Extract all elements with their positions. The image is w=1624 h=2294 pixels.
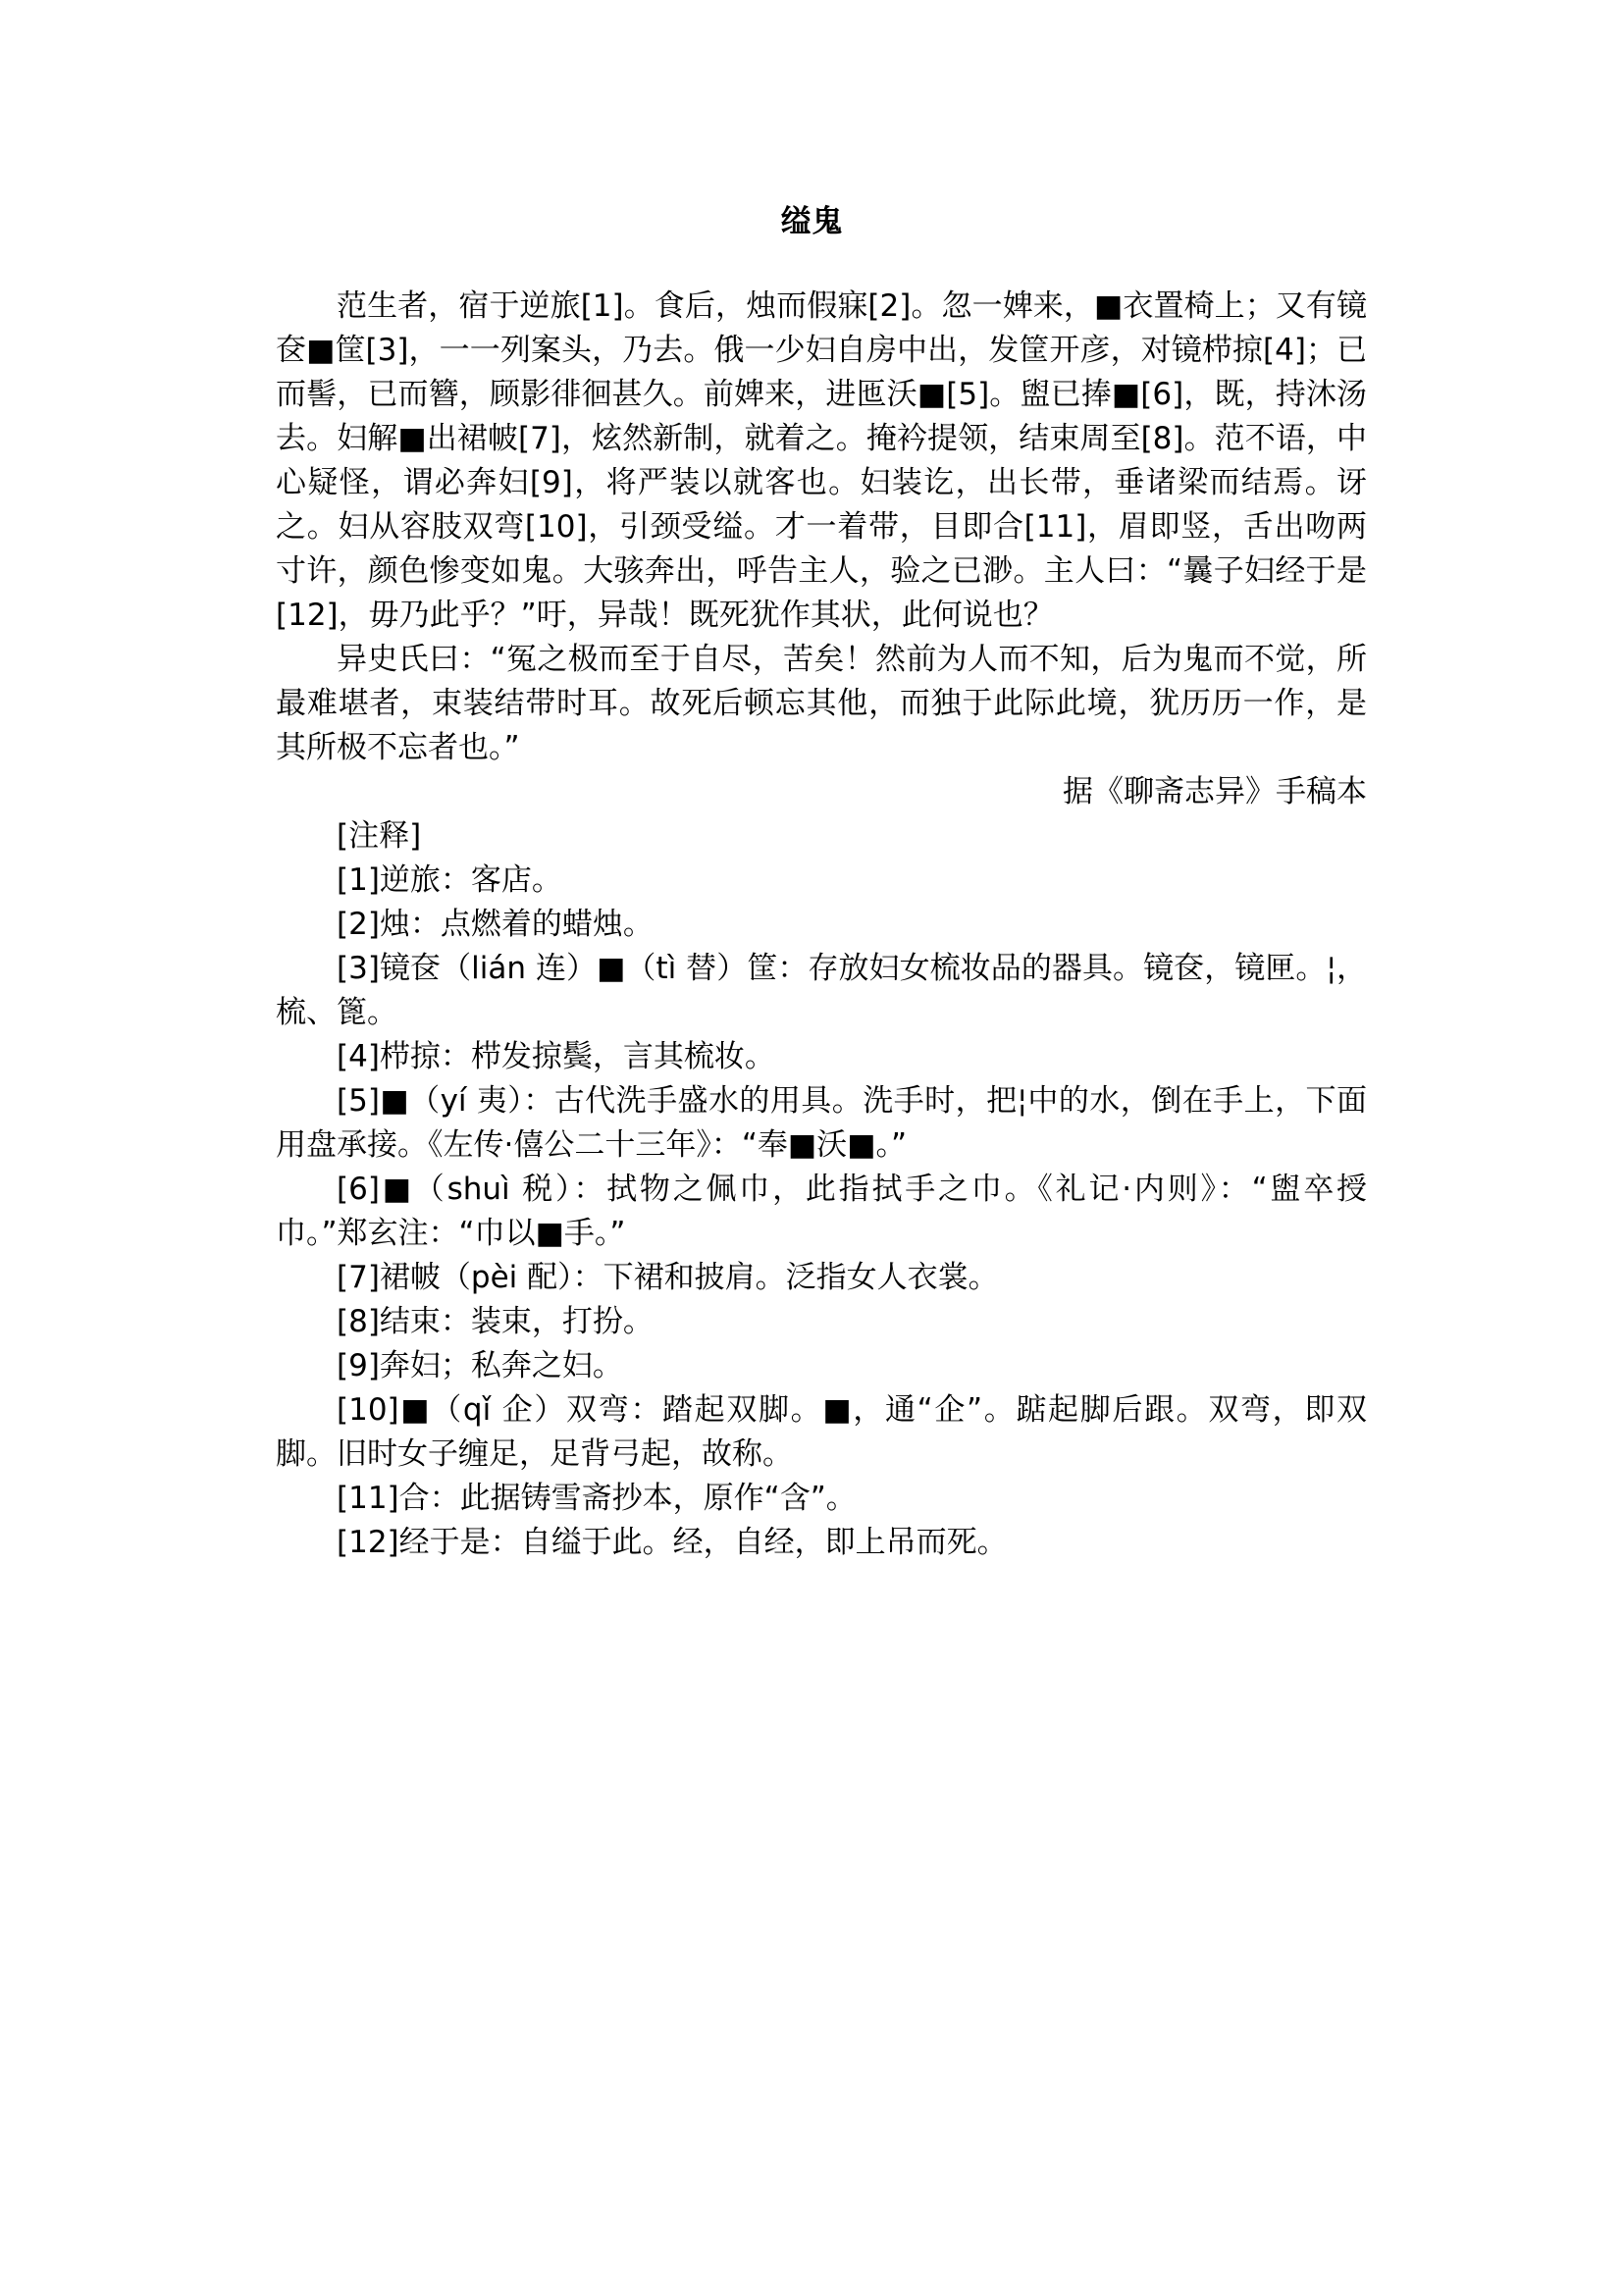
note-item: [4]栉掠：栉发掠鬓，言其梳妆。 — [337, 1039, 775, 1074]
notes-heading: [注释] — [337, 818, 422, 854]
note-item: [6]■（shuì 税）：拭物之佩巾，此指拭手之巾。《礼记·内则》：“盥卒授巾。”郑玄注：“巾以■手。” — [276, 1172, 1367, 1251]
note-item: [9]奔妇；私奔之妇。 — [337, 1348, 623, 1383]
note-item: [7]裙帔（pèi 配）：下裙和披肩。泛指女人衣裳。 — [337, 1260, 999, 1295]
story-paragraph: 范生者，宿于逆旅[1]。食后，烛而假寐[2]。忽一婢来，■衣置椅上；又有镜奁■筐[3]，一一列案头，乃去。俄一少妇自房中出，发筐开彦，对镜栉掠[4]；已而髻，已而簪，顾影徘徊甚久。前婢来，进匜沃■[5]。盥已捧■[6]，既，持沐汤去。妇解■出裙帔[7]，炫然新制，就着之。掩衿提领，结束周至[8]。范不语，中心疑怪，谓必奔妇[9]，将严装以就客也。妇装讫，出长带，垂诸梁而结焉。讶之。妇从容肢双弯[10]，引颈受缢。才一着带，目即合[11]，眉即竖，舌出吻两寸许，颜色惨变如鬼。大骇奔出，呼告主人，验之已渺。主人曰：“曩子妇经于是[12]，毋乃此乎？”吁，异哉！既死犹作其状，此何说也？ — [276, 288, 1367, 633]
note-item: [5]■（yí 夷）：古代洗手盛水的用具。洗手时，把¦中的水，倒在手上，下面用盘承接。《左传·僖公二十三年》：“奉■沃■。” — [276, 1083, 1367, 1163]
note-item: [2]烛：点燃着的蜡烛。 — [337, 907, 654, 942]
note-item: [10]■（qǐ 企）双弯：踏起双脚。■，通“企”。踮起脚后跟。双弯，即双脚。旧时女子缠足，足背弓起，故称。 — [276, 1392, 1367, 1472]
document-content — [276, 285, 1367, 1565]
note-item: [11]合：此据铸雪斋抄本，原作“含”。 — [337, 1481, 857, 1516]
note-item: [1]逆旅：客店。 — [337, 862, 562, 898]
commentary-paragraph: 异史氏曰：“冤之极而至于自尽，苦矣！然前为人而不知，后为鬼而不觉，所最难堪者，束装结带时耳。故死后顿忘其他，而独于此际此境，犹历历一作，是其所极不忘者也。” — [276, 642, 1367, 765]
note-item: [3]镜奁（lián 连）■（tì 替）筐：存放妇女梳妆品的器具。镜奁，镜匣。¦，梳、篦。 — [276, 951, 1367, 1030]
note-item: [12]经于是：自缢于此。经，自经，即上吊而死。 — [337, 1525, 1008, 1560]
document-title: 缢鬼 — [780, 204, 844, 239]
note-item: [8]结束：装束，打扮。 — [337, 1304, 654, 1339]
source-citation: 据《聊斋志异》手稿本 — [1063, 774, 1367, 809]
